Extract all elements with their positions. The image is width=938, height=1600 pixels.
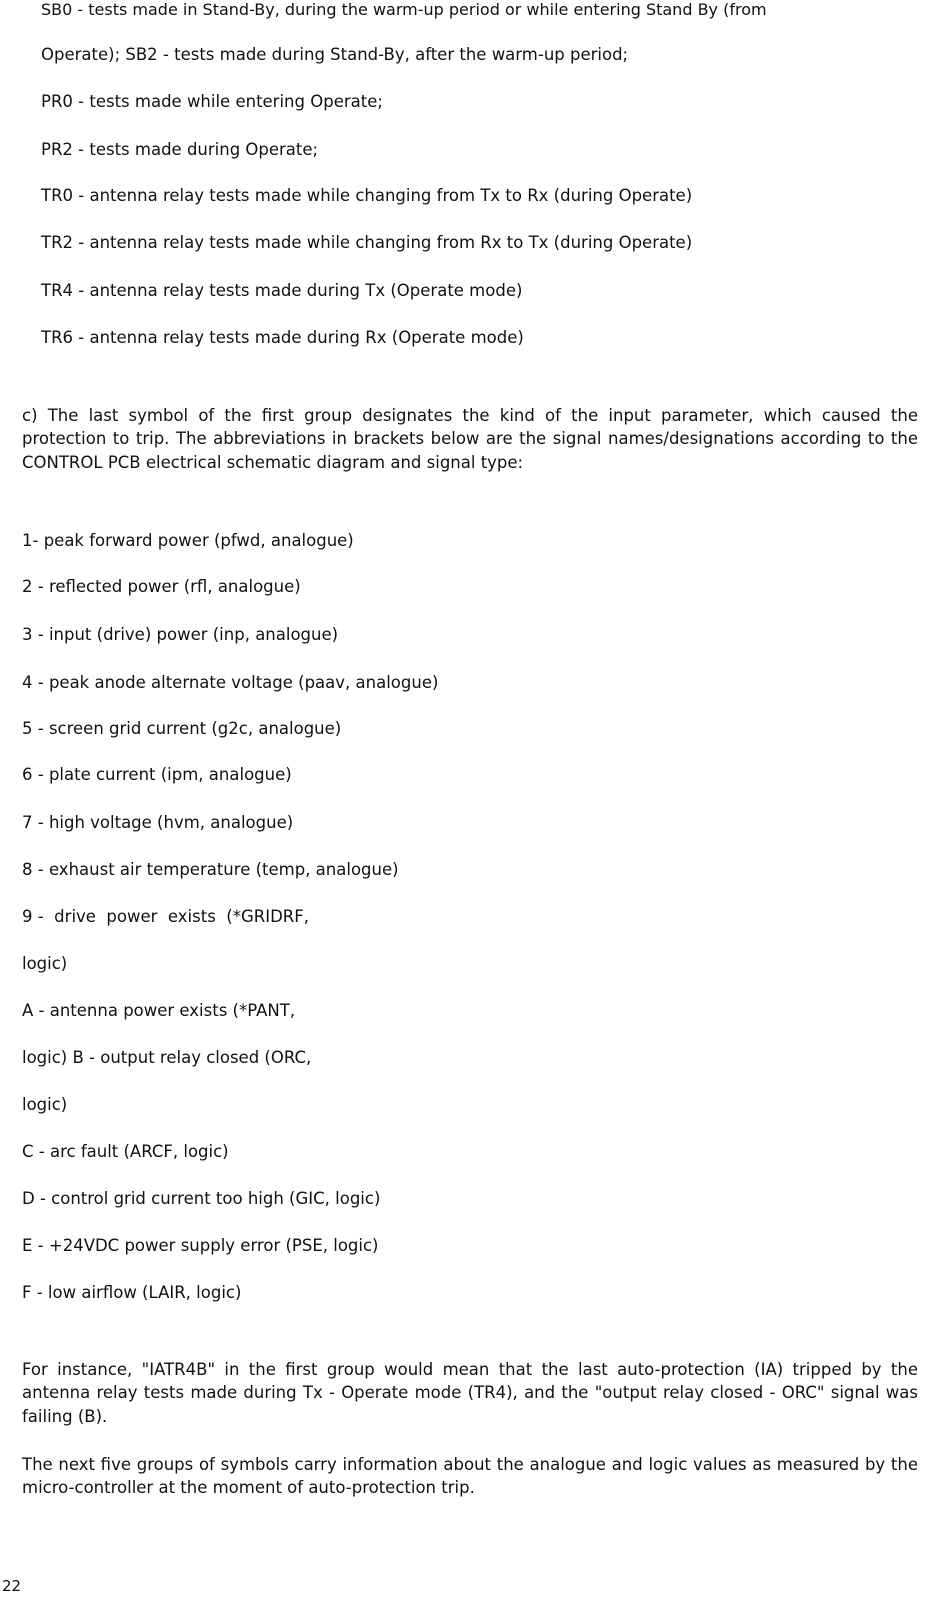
paragraph-example: For instance, "IATR4B" in the first group would mean that the last auto-protection (IA) tripped by the antenna relay tests made during Tx - Operate mode (TR4), and the "output relay closed - ORC" signal was failing (B). xyxy=(22,1360,918,1426)
mode-code-line: TR4 - antenna relay tests made during Tx (Operate mode) xyxy=(41,281,523,300)
mode-code-line: SB0 - tests made in Stand-By, during the warm-up period or while entering Stand By (from xyxy=(41,0,767,19)
parameter-code-line: 4 - peak anode alternate voltage (paav, analogue) xyxy=(22,673,439,692)
parameter-code-line: E - +24VDC power supply error (PSE, logic) xyxy=(22,1236,379,1255)
parameter-code-line: 8 - exhaust air temperature (temp, analogue) xyxy=(22,860,399,879)
mode-code-line: TR2 - antenna relay tests made while changing from Rx to Tx (during Operate) xyxy=(41,233,693,252)
parameter-code-line: logic) xyxy=(22,954,68,973)
parameter-code-line: 3 - input (drive) power (inp, analogue) xyxy=(22,625,339,644)
mode-code-line: PR0 - tests made while entering Operate; xyxy=(41,92,383,111)
paragraph-c: c) The last symbol of the first group designates the kind of the input parameter, which caused the protection to trip. The abbreviations in brackets below are the signal names/designations according to the CONTROL PCB electrical schematic diagram and signal type: xyxy=(22,406,918,472)
parameter-code-line: logic) xyxy=(22,1095,68,1114)
parameter-code-line: 2 - reflected power (rfl, analogue) xyxy=(22,577,301,596)
parameter-code-line: 6 - plate current (ipm, analogue) xyxy=(22,765,292,784)
parameter-code-line: 5 - screen grid current (g2c, analogue) xyxy=(22,719,342,738)
mode-code-line: TR6 - antenna relay tests made during Rx (Operate mode) xyxy=(41,328,524,347)
parameter-code-line: 1- peak forward power (pfwd, analogue) xyxy=(22,531,354,550)
mode-code-line: PR2 - tests made during Operate; xyxy=(41,140,319,159)
parameter-code-line: 7 - high voltage (hvm, analogue) xyxy=(22,813,294,832)
parameter-code-line: C - arc fault (ARCF, logic) xyxy=(22,1142,229,1161)
parameter-code-line: A - antenna power exists (*PANT, xyxy=(22,1001,296,1020)
parameter-code-line: 9 - drive power exists (*GRIDRF, xyxy=(22,907,309,926)
paragraph-next: The next five groups of symbols carry information about the analogue and logic values as measured by the micro-controller at the moment of auto-protection trip. xyxy=(22,1455,918,1498)
parameter-code-line: F - low airflow (LAIR, logic) xyxy=(22,1283,242,1302)
mode-code-line: TR0 - antenna relay tests made while changing from Tx to Rx (during Operate) xyxy=(41,186,693,205)
parameter-code-line: logic) B - output relay closed (ORC, xyxy=(22,1048,312,1067)
mode-code-line: Operate); SB2 - tests made during Stand-By, after the warm-up period; xyxy=(41,45,629,64)
page-number: 22 xyxy=(2,1577,22,1595)
parameter-code-line: D - control grid current too high (GIC, logic) xyxy=(22,1189,381,1208)
